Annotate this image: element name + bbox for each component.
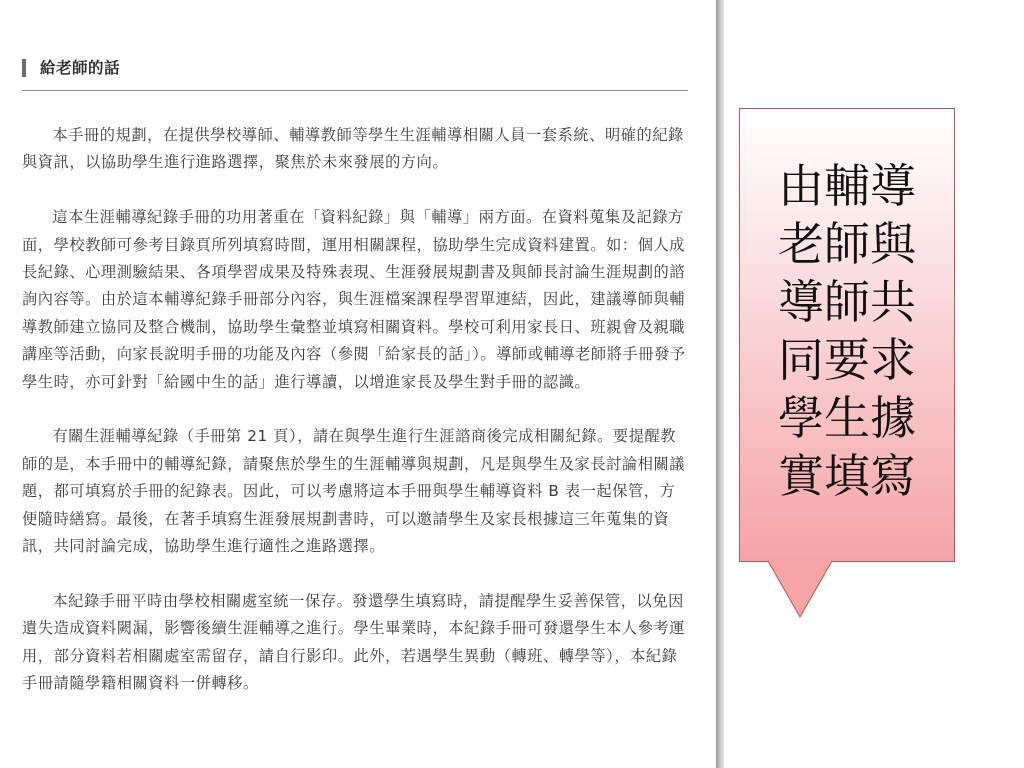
callout-pointer (767, 561, 833, 619)
page-edge-divider (716, 0, 724, 768)
paragraph-1: 本手冊的規劃，在提供學校導師、輔導教師等學生生涯輔導相關人員一套系統、明確的紀錄與資訊，以協助學生進行進路選擇，聚焦於未來發展的方向。 (22, 126, 684, 172)
body-text (22, 122, 688, 725)
page-title: 給老師的話 (40, 59, 121, 77)
callout-line: 由輔導 (778, 159, 916, 213)
callout-line: 實填寫 (778, 449, 916, 503)
section-heading (22, 54, 688, 91)
paragraph-3: 有關生涯輔導紀錄（手冊第 21 頁），請在與學生進行生涯諮商後完成相關紀錄。要提醒教師的是，本手冊中的輔導紀錄，請聚焦於學生的生涯輔導與規劃，凡是與學生及家長討論相關議題，都可填寫於手冊的紀錄表。因此，可以考慮將這本手冊與學生輔導資料 B 表一起保管，方便隨時繕寫。最後，在著手填寫生涯發展規劃書時，可以邀請學生及家長根據這三年蒐集的資訊，共同討論完成，協助學生進行適性之進路選擇。 (22, 427, 686, 556)
callout-line: 學生據 (778, 391, 916, 445)
callout-line: 同要求 (778, 333, 916, 387)
callout-line: 導師共 (778, 275, 916, 329)
callout-text (740, 157, 954, 505)
paragraph-2: 這本生涯輔導紀錄手冊的功用著重在「資料紀錄」與「輔導」兩方面。在資料蒐集及記錄方面，學校教師可參考目錄頁所列填寫時間，運用相關課程，協助學生完成資料建置。如：個人成長紀錄、心理測驗結果、各項學習成果及特殊表現、生涯發展規劃書及與師長討論生涯規劃的諮詢內容等。由於這本輔導紀錄手冊部分內容，與生涯檔案課程學習單連結，因此，建議導師與輔導教師建立協同及整合機制，協助學生彙整並填寫相關資料。學校可利用家長日、班親會及親職講座等活動，向家長說明手冊的功能及內容（參閱「給家長的話」）。導師或輔導老師將手冊發予學生時，亦可針對「給國中生的話」進行導讀，以增進家長及學生對手冊的認識。 (22, 208, 686, 391)
heading-marker (22, 59, 26, 77)
paragraph-4: 本紀錄手冊平時由學校相關處室統一保存。發還學生填寫時，請提醒學生妥善保管，以免因遺失造成資料闕漏，影響後續生涯輔導之進行。學生畢業時，本紀錄手冊可發還學生本人參考運用，部分資料若相關處室需留存，請自行影印。此外，若遇學生異動（轉班、轉學等），本紀錄手冊請隨學籍相關資料一併轉移。 (22, 591, 686, 693)
callout-line: 老師與 (778, 217, 916, 271)
callout-box (739, 108, 955, 562)
